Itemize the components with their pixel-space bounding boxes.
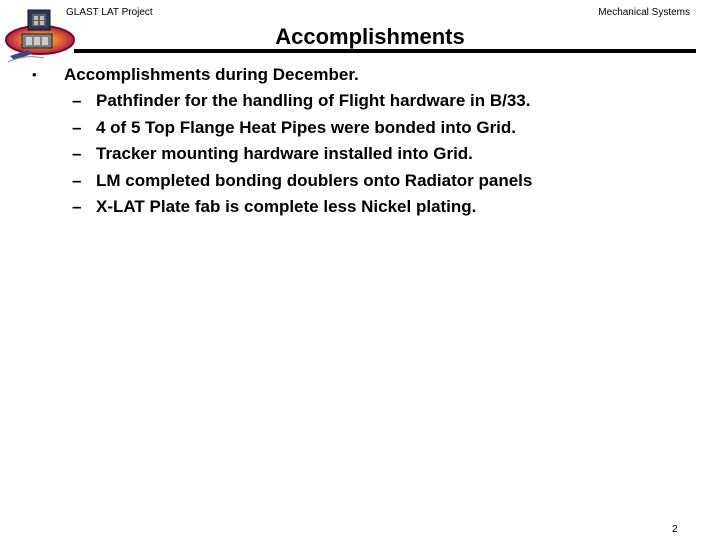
dash-icon: – [72, 91, 82, 110]
sub-item-text: LM completed bonding doublers onto Radiator panels [96, 170, 533, 190]
sub-item-text: Pathfinder for the handling of Flight hardware in B/33. [96, 91, 531, 110]
title-divider [74, 49, 696, 53]
sub-item-text: 4 of 5 Top Flange Heat Pipes were bonded into Grid. [96, 117, 517, 137]
sub-item [0, 115, 720, 142]
sub-item-text: X-LAT Plate fab is complete less Nickel plating. [96, 197, 477, 216]
dash-icon: – [72, 170, 82, 190]
dash-icon: – [72, 197, 82, 216]
bullet-text: Accomplishments during December. [64, 65, 359, 84]
bullet-icon: • [32, 67, 37, 82]
department-name: Mechanical Systems [598, 7, 690, 18]
slide-title: Accomplishments [275, 24, 465, 49]
dash-icon: – [72, 117, 82, 137]
sub-item [0, 88, 720, 115]
bullet-item [0, 62, 720, 88]
sub-item [0, 168, 720, 195]
sub-item [0, 141, 720, 168]
sub-item-text: Tracker mounting hardware installed into Grid. [96, 144, 473, 163]
sub-item [0, 194, 720, 221]
slide-content [0, 62, 720, 221]
project-name: GLAST LAT Project [66, 7, 153, 18]
dash-icon: – [72, 144, 82, 163]
page-number: 2 [672, 524, 678, 535]
